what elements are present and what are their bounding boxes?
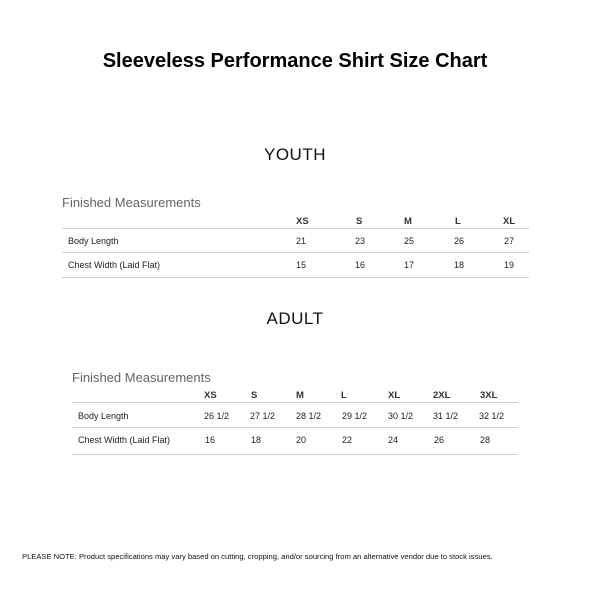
youth-divider [62, 252, 529, 253]
youth-size-m: M [404, 216, 412, 227]
adult-size-3xl: 3XL [480, 390, 498, 401]
adult-value: 18 [251, 435, 262, 445]
adult-divider [72, 454, 518, 455]
disclaimer-note: PLEASE NOTE: Product specifications may vary based on cutting, cropping, and/or sourcing from an alternative vendor due to stock issues. [22, 552, 493, 561]
youth-value: 23 [355, 236, 366, 246]
adult-row-label: Chest Width (Laid Flat) [78, 435, 171, 445]
youth-value: 27 [504, 236, 515, 246]
adult-size-s: S [251, 390, 258, 401]
adult-size-m: M [296, 390, 304, 401]
youth-value: 18 [454, 260, 465, 270]
adult-size-2xl: 2XL [433, 390, 451, 401]
adult-value: 28 [480, 435, 491, 445]
adult-divider [72, 402, 518, 403]
youth-divider [62, 228, 529, 229]
adult-table-title: Finished Measurements [72, 370, 211, 385]
youth-divider [62, 277, 529, 278]
adult-value: 30 1/2 [388, 411, 414, 421]
adult-value: 28 1/2 [296, 411, 322, 421]
youth-value: 16 [355, 260, 366, 270]
youth-value: 17 [404, 260, 415, 270]
youth-size-l: L [455, 216, 461, 227]
adult-value: 31 1/2 [433, 411, 459, 421]
adult-size-l: L [341, 390, 347, 401]
adult-measurements-table [72, 370, 518, 460]
youth-row-label: Body Length [68, 236, 119, 246]
youth-measurements-table [62, 195, 529, 285]
adult-value: 24 [388, 435, 399, 445]
adult-value: 29 1/2 [342, 411, 368, 421]
adult-row-label: Body Length [78, 411, 129, 421]
adult-size-xs: XS [204, 390, 217, 401]
adult-size-xl: XL [388, 390, 401, 401]
youth-value: 19 [504, 260, 515, 270]
youth-size-xl: XL [503, 216, 516, 227]
adult-value: 16 [205, 435, 216, 445]
adult-value: 20 [296, 435, 307, 445]
youth-value: 21 [296, 236, 307, 246]
youth-value: 26 [454, 236, 465, 246]
adult-value: 32 1/2 [479, 411, 505, 421]
adult-value: 27 1/2 [250, 411, 276, 421]
youth-heading: YOUTH [264, 145, 326, 164]
adult-value: 22 [342, 435, 353, 445]
adult-value: 26 [434, 435, 445, 445]
youth-table-title: Finished Measurements [62, 195, 201, 210]
youth-size-s: S [356, 216, 363, 227]
adult-heading: ADULT [266, 309, 324, 328]
adult-value: 26 1/2 [204, 411, 230, 421]
page-title: Sleeveless Performance Shirt Size Chart [102, 50, 488, 72]
youth-value: 25 [404, 236, 415, 246]
adult-divider [72, 427, 518, 428]
youth-row-label: Chest Width (Laid Flat) [68, 260, 161, 270]
youth-size-xs: XS [296, 216, 309, 227]
youth-value: 15 [296, 260, 307, 270]
